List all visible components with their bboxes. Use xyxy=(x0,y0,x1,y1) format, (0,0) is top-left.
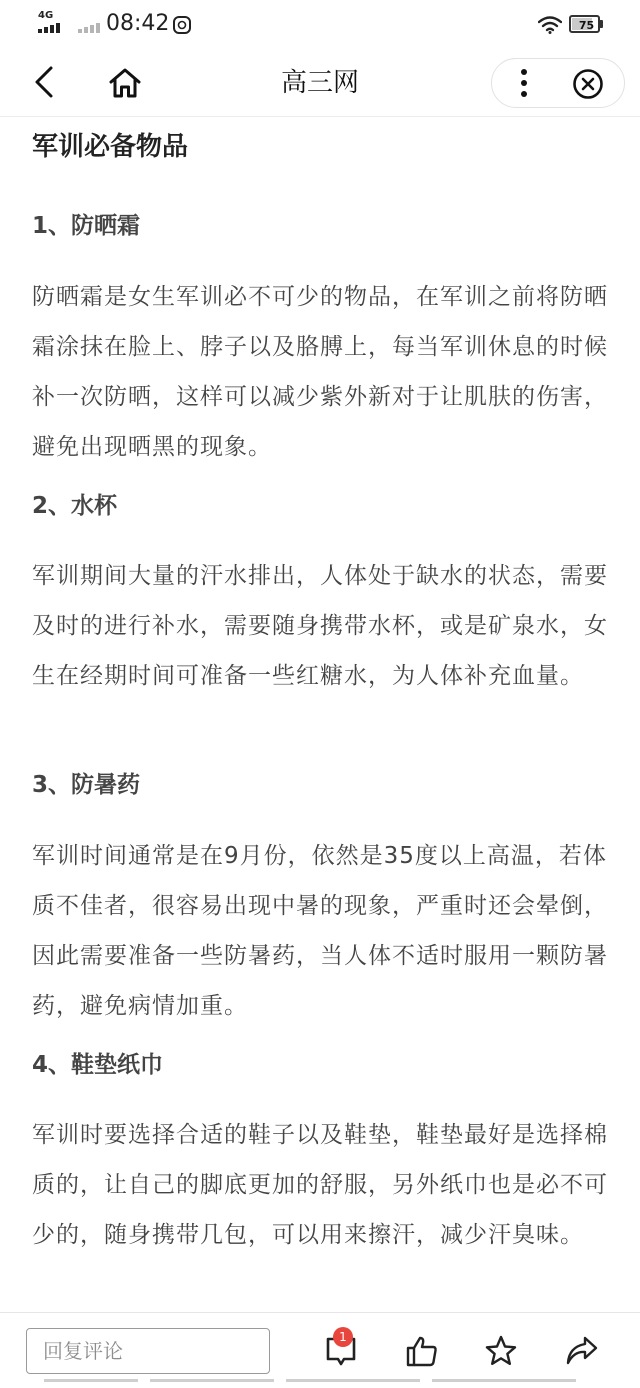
favorite-button[interactable] xyxy=(481,1331,521,1371)
more-button[interactable] xyxy=(504,64,544,102)
more-vertical-icon xyxy=(520,68,528,98)
section-body: 军训期间大量的汗水排出，人体处于缺水的状态，需要及时的进行补水，需要随身携带水杯，或是矿泉水，女生在经期时间可准备一些红糖水，为人体补充血量。 xyxy=(32,563,608,689)
home-icon xyxy=(108,67,142,99)
section-body: 防晒霜是女生军训必不可少的物品，在军训之前将防晒霜涂抹在脸上、脖子以及胳膊上，每当军训休息的时候补一次防晒，这样可以减少紫外新对于让肌肤的伤害，避免出现晒黑的现象。 xyxy=(32,284,608,460)
share-button[interactable] xyxy=(562,1331,602,1371)
section-body: 军训时间通常是在9月份，依然是35度以上高温，若体质不佳者，很容易出现中暑的现象，严重时还会晕倒，因此需要准备一些防暑药，当人体不适时服用一颗防暑药，避免病情加重。 xyxy=(32,843,608,1019)
cellular-signal-icon xyxy=(38,11,66,35)
section-heading: 1、防晒霜 xyxy=(32,213,141,239)
bottom-action-bar xyxy=(0,1312,640,1388)
mini-program-capsule xyxy=(491,58,625,108)
page-title: 高三网 xyxy=(280,68,359,98)
page-scroll-indicator xyxy=(0,1379,640,1383)
chevron-left-icon xyxy=(33,65,55,99)
like-button[interactable] xyxy=(402,1331,442,1371)
battery-level-text: 75 xyxy=(578,19,595,32)
close-button[interactable] xyxy=(570,66,606,102)
comment-count-badge: 1 xyxy=(333,1327,353,1347)
section-heading: 2、水杯 xyxy=(32,493,118,519)
article-title: 军训必备物品 xyxy=(32,132,189,162)
close-circle-icon xyxy=(572,68,604,100)
section-body: 军训时要选择合适的鞋子以及鞋垫，鞋垫最好是选择棉质的，让自己的脚底更加的舒服，另外纸巾也是必不可少的，随身携带几包，可以用来擦汗，减少汗臭味。 xyxy=(32,1122,608,1248)
star-icon xyxy=(484,1334,518,1368)
thumbs-up-icon xyxy=(405,1334,439,1368)
wifi-icon xyxy=(538,16,562,34)
status-bar xyxy=(0,0,640,50)
section-heading: 4、鞋垫纸巾 xyxy=(32,1052,164,1078)
comment-input[interactable] xyxy=(26,1328,270,1374)
share-icon xyxy=(565,1334,599,1368)
status-time: 08:42 xyxy=(106,11,170,36)
home-button[interactable] xyxy=(106,64,144,102)
app-notification-icon xyxy=(173,16,191,34)
network-type-label: 4G xyxy=(38,10,54,21)
back-button[interactable] xyxy=(26,64,62,100)
article xyxy=(0,117,640,1312)
battery-icon xyxy=(569,15,603,35)
nav-bar xyxy=(0,50,640,117)
section-heading: 3、防暑药 xyxy=(32,772,141,798)
secondary-signal-icon xyxy=(78,23,100,33)
